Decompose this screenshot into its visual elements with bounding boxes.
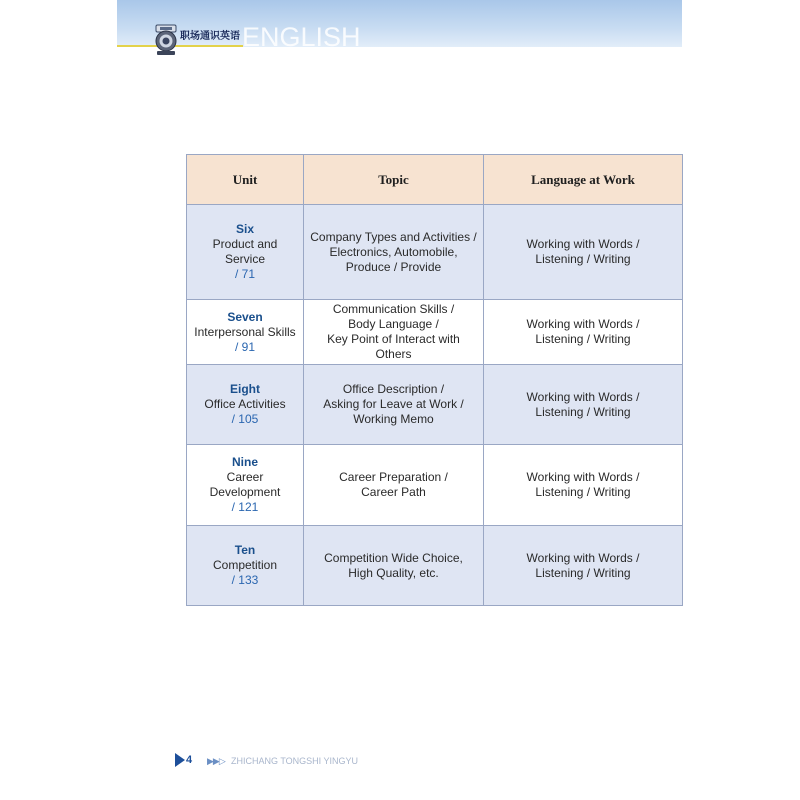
topic-line: Electronics, Automobile, bbox=[329, 244, 458, 259]
topic-line: Produce / Provide bbox=[345, 259, 442, 274]
table-row bbox=[187, 445, 683, 526]
topic-cell bbox=[304, 365, 484, 445]
topic-line: Company Types and Activities / bbox=[310, 229, 477, 244]
language-cell bbox=[484, 445, 683, 526]
topic-line: Working Memo bbox=[353, 412, 434, 426]
topic-line: Office Description / bbox=[342, 382, 445, 396]
language-line: Working with Words / bbox=[526, 470, 640, 484]
topic-line: Career Preparation / bbox=[339, 470, 448, 484]
topic-line: Communication Skills / bbox=[332, 302, 455, 316]
unit-title: Product and Service bbox=[212, 237, 278, 266]
unit-cell bbox=[187, 445, 304, 526]
table-row bbox=[187, 526, 683, 606]
unit-title: Career bbox=[226, 470, 264, 484]
language-line: Working with Words / bbox=[526, 237, 640, 251]
unit-number: Ten bbox=[234, 543, 256, 557]
unit-title: Interpersonal Skills bbox=[194, 324, 296, 339]
language-line: Listening / Writing bbox=[535, 485, 631, 499]
language-cell bbox=[484, 300, 683, 365]
unit-page-link[interactable]: / 91 bbox=[234, 339, 255, 354]
webcam-icon bbox=[151, 24, 181, 56]
unit-page-link[interactable]: / 71 bbox=[234, 267, 255, 281]
language-line: Working with Words / bbox=[526, 317, 640, 331]
topic-cell bbox=[304, 300, 484, 365]
language-line: Working with Words / bbox=[526, 550, 640, 565]
unit-number: Eight bbox=[230, 382, 260, 396]
header-title: 职场通识英语 bbox=[180, 31, 240, 42]
running-title: ZHICHANG TONGSHI YINGYU bbox=[231, 756, 359, 766]
language-cell bbox=[484, 365, 683, 445]
unit-cell bbox=[187, 205, 304, 300]
chevrons-icon: ▶▶▷ bbox=[207, 756, 225, 766]
topic-line: Career Path bbox=[361, 485, 426, 499]
table-row bbox=[187, 205, 683, 300]
header-watermark-english: ENGLISH bbox=[242, 22, 361, 52]
topic-cell bbox=[304, 205, 484, 300]
topic-line: High Quality, etc. bbox=[348, 565, 439, 580]
table-header-row bbox=[187, 155, 683, 205]
language-line: Listening / Writing bbox=[535, 404, 631, 419]
language-line: Listening / Writing bbox=[535, 565, 631, 580]
topic-cell bbox=[304, 526, 484, 606]
language-line: Listening / Writing bbox=[535, 252, 631, 266]
unit-page-link[interactable]: / 121 bbox=[231, 500, 259, 514]
triangle-right-icon bbox=[175, 753, 185, 767]
unit-cell bbox=[187, 526, 304, 606]
contents-table bbox=[186, 154, 683, 606]
topic-cell bbox=[304, 445, 484, 526]
language-cell bbox=[484, 205, 683, 300]
topic-line: Asking for Leave at Work / bbox=[323, 397, 464, 411]
topic-line: Competition Wide Choice, bbox=[324, 550, 463, 565]
unit-title: Competition bbox=[212, 558, 278, 572]
unit-title: Office Activities bbox=[204, 397, 286, 411]
header-language: Language at Work bbox=[484, 155, 683, 205]
unit-number: Seven bbox=[227, 309, 263, 324]
language-line: Listening / Writing bbox=[535, 332, 631, 346]
unit-cell bbox=[187, 365, 304, 445]
unit-page-link[interactable]: / 105 bbox=[231, 412, 259, 426]
topic-line: Key Point of Interact with Others bbox=[327, 332, 460, 361]
page-number: 4 bbox=[186, 754, 193, 766]
unit-page-link[interactable]: / 133 bbox=[231, 573, 259, 587]
table-row bbox=[187, 365, 683, 445]
table-row bbox=[187, 300, 683, 365]
unit-number: Six bbox=[235, 222, 254, 236]
header-topic: Topic bbox=[304, 155, 484, 205]
language-cell bbox=[484, 526, 683, 606]
header-unit: Unit bbox=[187, 155, 304, 205]
language-line: Working with Words / bbox=[526, 389, 640, 404]
unit-title: Development bbox=[209, 485, 281, 499]
unit-number: Nine bbox=[231, 455, 258, 469]
topic-line: Body Language / bbox=[348, 317, 439, 331]
unit-cell bbox=[187, 300, 304, 365]
